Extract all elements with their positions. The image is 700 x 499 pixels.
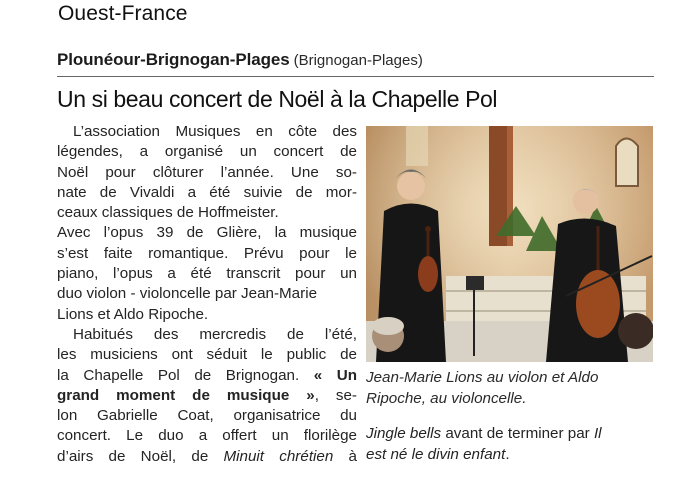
body-line: d’airs de Noël, de Minuit chrétien à xyxy=(57,447,358,465)
body-line: est né le divin enfant. xyxy=(366,445,510,463)
body-line: duo violon - violoncelle par Jean-Marie xyxy=(57,285,318,303)
locality-header xyxy=(57,50,423,70)
concert-photo xyxy=(366,126,653,362)
body-line: concert. Le duo a offert un florilège xyxy=(57,427,357,445)
header-rule xyxy=(57,76,654,77)
commune-name: (Brignogan-Plages) xyxy=(293,52,423,69)
body-line: s’est faite romantique. Prévu pour le xyxy=(57,244,357,262)
body-line: piano, l’opus a été transcrit pour un xyxy=(57,265,357,283)
body-line: légendes, a organisé un concert de xyxy=(57,143,357,161)
article-headline: Un si beau concert de Noël à la Chapelle Pol xyxy=(57,86,498,112)
body-line: la Chapelle Pol de Brignogan. « Un xyxy=(57,366,357,384)
body-line: lon Gabrielle Coat, organisatrice du xyxy=(57,407,357,425)
body-line: Jingle bells avant de terminer par Il xyxy=(366,425,602,442)
town-name: Plounéour-Brignogan-Plages xyxy=(57,50,290,69)
photo-caption xyxy=(366,368,656,409)
body-line: grand moment de musique », se- xyxy=(57,386,357,404)
caption-line: Jean-Marie Lions au violon et Aldo xyxy=(366,369,599,386)
article-body-column xyxy=(57,122,357,467)
musicians-photo-illustration xyxy=(366,126,653,362)
body-line: les musiciens ont séduit le public de xyxy=(57,346,357,364)
song-title: est né le divin enfant xyxy=(366,445,506,463)
song-title: Jingle bells xyxy=(366,425,442,442)
body-line: ceaux classiques de Hoffmeister. xyxy=(57,204,279,222)
quote-open: « Un xyxy=(313,366,357,384)
caption-line: Ripoche, au violoncelle. xyxy=(366,389,527,407)
newspaper-name: Ouest-France xyxy=(58,2,188,25)
song-title: Il xyxy=(593,425,602,442)
body-line: L’association Musiques en côte des xyxy=(73,123,357,140)
body-line: Habitués des mercredis de l’été, xyxy=(73,325,357,343)
body-line: Avec l’opus 39 de Glière, la musique xyxy=(57,224,357,242)
article-continuation xyxy=(366,424,656,465)
body-line: nate de Vivaldi a été suivie de mor- xyxy=(57,183,357,201)
song-title: Minuit chrétien xyxy=(223,447,334,465)
quote-text: grand moment de musique » xyxy=(57,386,315,404)
body-line: Lions et Aldo Ripoche. xyxy=(57,305,209,323)
body-line: Noël pour clôturer l’année. Une so- xyxy=(57,163,357,181)
